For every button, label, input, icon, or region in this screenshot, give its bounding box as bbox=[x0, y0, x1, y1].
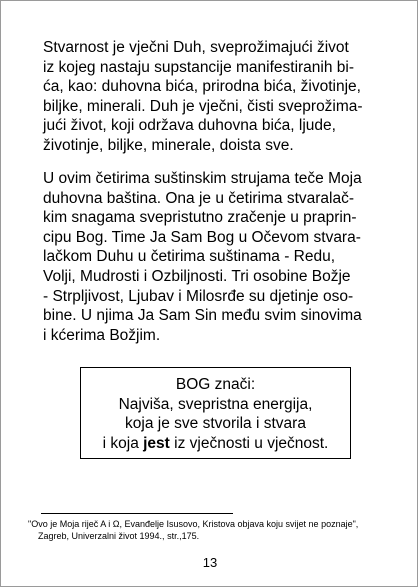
footnote-divider bbox=[41, 513, 233, 514]
paragraph-line: duhovna baština. Ona je u četirima stvaralač- bbox=[43, 189, 355, 207]
paragraph-line: Volji, Mudrosti i Ozbiljnosti. Tri osobine Božje bbox=[43, 267, 351, 285]
page-number: 13 bbox=[202, 555, 218, 570]
footnote-line: Zagreb, Univerzalni život 1994., str.,175. bbox=[38, 531, 200, 541]
footnote bbox=[28, 518, 408, 542]
definition-title: BOG znači: bbox=[175, 376, 256, 393]
definition-text: iz vječnosti u vječnost. bbox=[169, 434, 329, 452]
paragraph-line: kim snagama svepristutno zračenje u praprin- bbox=[43, 209, 357, 227]
paragraph-line: životinje, biljke, minerale, doista sve. bbox=[43, 136, 294, 154]
paragraph-line: iz kojeg nastaju supstancije manifestiranih bi- bbox=[43, 58, 355, 76]
definition-line: Najviša, svepristna energija, bbox=[118, 395, 313, 413]
paragraph-reality bbox=[43, 38, 388, 156]
paragraph-line: Stvarnost je vječni Duh, sveprožimajući život bbox=[43, 39, 349, 56]
paragraph-line: bine. U njima Ja Sam Sin među svim sinovima bbox=[43, 307, 362, 325]
paragraph-line: lačkom Duhu u četirima suštinama - Redu, bbox=[43, 248, 336, 266]
paragraph-line: U ovim četirima suštinskim strujama teče Moja bbox=[43, 170, 362, 187]
paragraph-line: ća, kao: duhovna bića, prirodna bića, životinje, bbox=[43, 78, 361, 96]
footnote-line: "Ovo je Moja riječ A i Ω, Evanđelje Isusovo, Kristova objava koju svijet ne poznaje", bbox=[28, 519, 359, 529]
paragraph-heritage bbox=[43, 169, 388, 345]
paragraph-line: cipu Bog. Time Ja Sam Bog u Očevom stvara- bbox=[43, 228, 361, 246]
definition-emphasis: jest bbox=[143, 434, 170, 452]
paragraph-line: i kćerima Božjim. bbox=[43, 326, 161, 344]
definition-line bbox=[81, 434, 350, 454]
definition-box bbox=[80, 367, 351, 459]
definition-line: koja je sve stvorila i stvara bbox=[125, 415, 306, 433]
paragraph-line: jući život, koji održava duhovna bića, ljude, bbox=[43, 117, 336, 135]
definition-text: i koja bbox=[102, 434, 144, 452]
paragraph-line: - Strpljivost, Ljubav i Milosrđe su djetinje oso- bbox=[43, 287, 354, 305]
paragraph-line: biljke, minerali. Duh je vječni, čisti sveprožima- bbox=[43, 97, 363, 115]
